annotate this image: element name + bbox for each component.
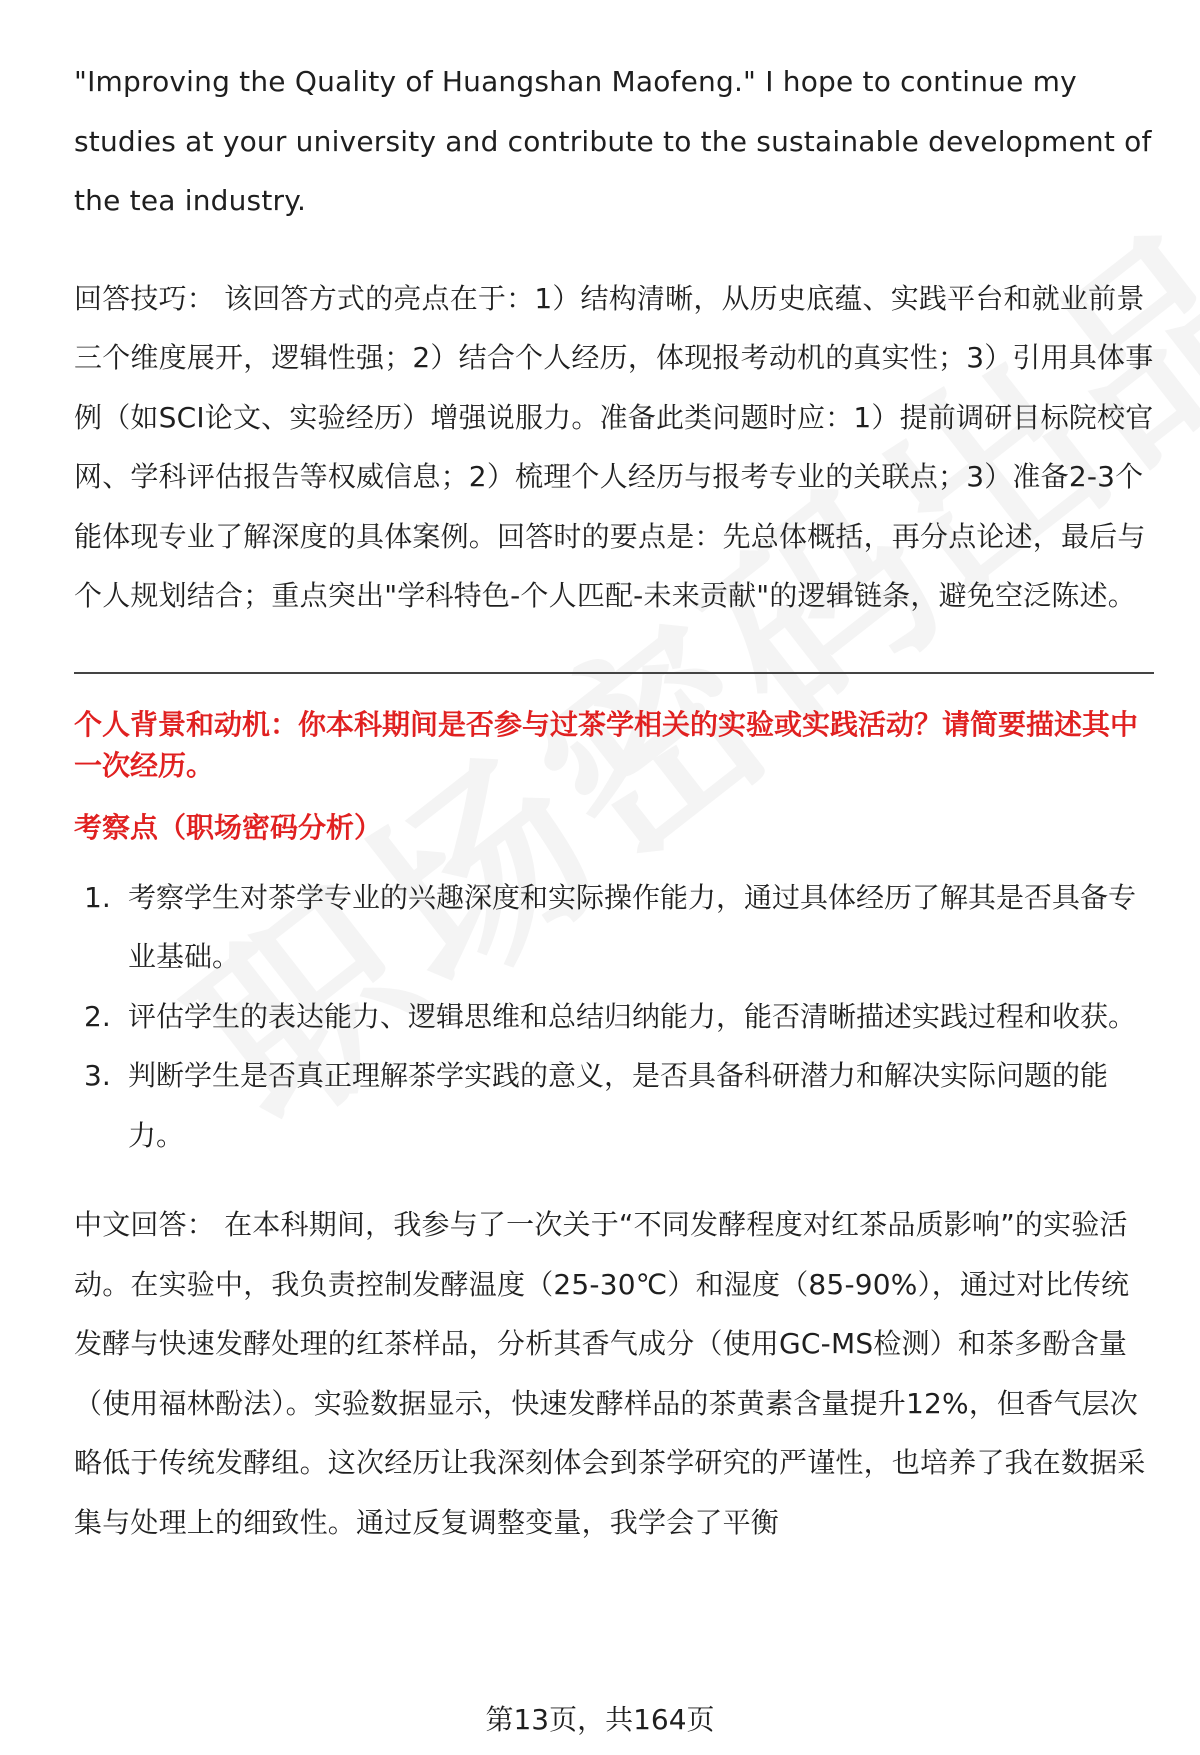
answer-label: 中文回答： xyxy=(74,1208,216,1241)
page-content xyxy=(74,52,1154,1552)
list-item-text: 评估学生的表达能力、逻辑思维和总结归纳能力，能否清晰描述实践过程和收获。 xyxy=(128,999,1137,1033)
assessment-points-heading: 考察点（职场密码分析） xyxy=(74,810,383,844)
section-divider xyxy=(74,672,1154,674)
list-item-number: 2. xyxy=(84,999,111,1033)
chinese-answer-paragraph xyxy=(74,1195,1154,1552)
list-item-number: 3. xyxy=(84,1059,111,1092)
list-item xyxy=(74,1046,1154,1165)
page-number-footer: 第13页，共164页 xyxy=(485,1703,715,1736)
list-item-text: 判断学生是否真正理解茶学实践的意义，是否具备科研潜力和解决实际问题的能力。 xyxy=(128,1059,1109,1152)
list-item xyxy=(74,987,1154,1047)
spacer xyxy=(74,231,1154,269)
tips-label: 回答技巧： xyxy=(74,281,216,315)
list-item-number: 1. xyxy=(84,880,111,914)
tips-text: 该回答方式的亮点在于：1）结构清晰，从历史底蕴、实践平台和就业前景三个维度展开，逻辑性强；2）结合个人经历，体现报考动机的真实性；3）引用具体事例（如SCI论文、实验经历）增强说服力。准备此类问题时应：1）提前调研目标院校官网、学科评估报告等权威信息；2）梳理个人经历与报考专业的关联点；3）准备2-3个能体现专业了解深度的具体案例。回答时的要点是：先总体概括，再分点论述，最后与个人规划结合；重点突出"学科特色-个人匹配-未来贡献"的逻辑链条，避免空泛陈述。 xyxy=(74,281,1154,612)
list-item-text: 考察学生对茶学专业的兴趣深度和实际操作能力，通过具体经历了解其是否具备专业基础。 xyxy=(128,880,1137,973)
assessment-points-list xyxy=(74,868,1154,1166)
list-item xyxy=(74,868,1154,987)
question-title: 个人背景和动机：你本科期间是否参与过茶学相关的实验或实践活动？请简要描述其中一次经历。 xyxy=(74,707,1139,782)
answer-text: 在本科期间，我参与了一次关于“不同发酵程度对红茶品质影响”的实验活动。在实验中，我负责控制发酵温度（25-30℃）和湿度（85-90%），通过对比传统发酵与快速发酵处理的红茶样品，分析其香气成分（使用GC-MS检测）和茶多酚含量（使用福林酚法）。实验数据显示，快速发酵样品的茶黄素含量提升12%，但香气层次略低于传统发酵组。这次经历让我深刻体会到茶学研究的严谨性，也培养了我在数据采集与处理上的细致性。通过反复调整变量，我学会了平衡 xyxy=(74,1208,1146,1539)
tips-paragraph xyxy=(74,269,1154,626)
intro-english-paragraph: "Improving the Quality of Huangshan Maofeng." I hope to continue my studies at your university and contribute to the sustainable development of the tea industry. xyxy=(74,65,1152,217)
